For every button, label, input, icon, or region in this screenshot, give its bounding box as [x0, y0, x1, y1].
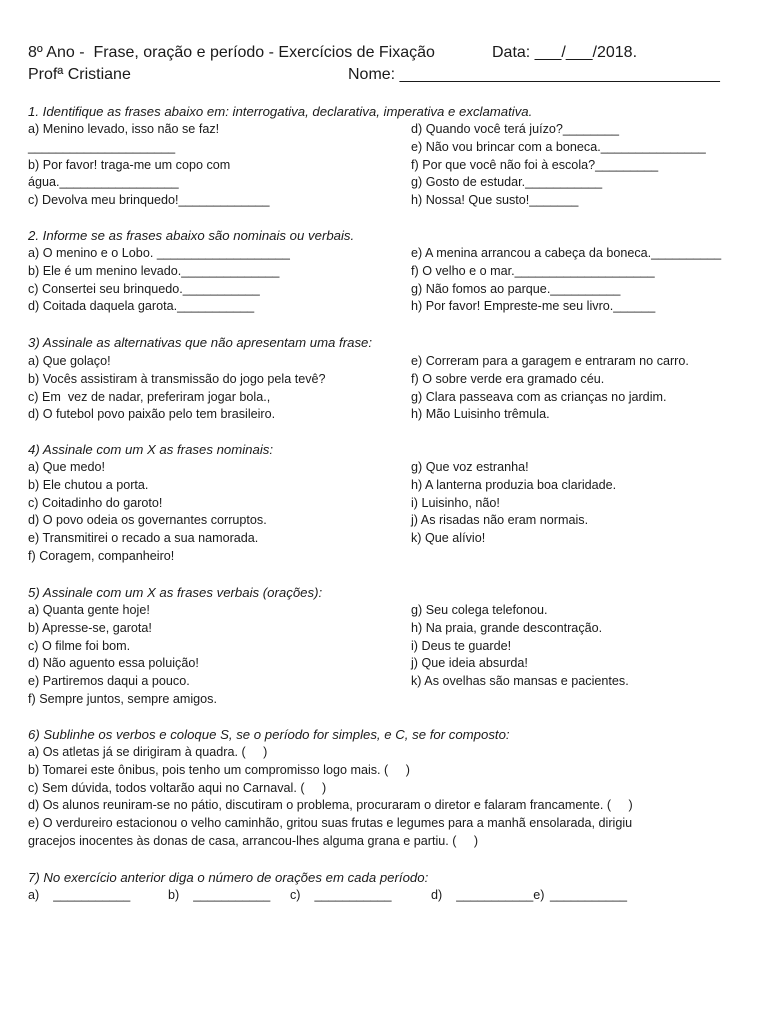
q2-item-c: c) Consertei seu brinquedo.___________ [28, 281, 260, 296]
question-5-right-column [411, 602, 629, 691]
question-7-title: 7) No exercício anterior diga o número de orações em cada período: [28, 870, 429, 885]
question-1-right-column [411, 121, 706, 210]
q6-item-c: c) Sem dúvida, todos voltarão aqui no Carnaval. ( ) [28, 780, 327, 795]
q5-item-a: a) Quanta gente hoje! [28, 603, 150, 617]
q3-item-d: d) O futebol povo paixão pelo tem brasileiro. [28, 407, 276, 422]
q4-item-i: i) Luisinho, não! [411, 495, 500, 510]
q1-item-b: b) Por favor! traga-me um copo com [28, 157, 231, 172]
question-5-left-column [28, 602, 217, 709]
q1-item-h: h) Nossa! Que susto!_______ [411, 193, 579, 208]
question-2-right-column [411, 245, 721, 316]
q4-item-a: a) Que medo! [28, 460, 106, 474]
question-2-left-column [28, 245, 290, 316]
q4-item-e: e) Transmitirei o recado a sua namorada. [28, 531, 259, 546]
q7-answer-b: b) ___________ [168, 888, 271, 902]
q3-item-e: e) Correram para a garagem e entraram no carro. [411, 354, 689, 368]
q3-item-c: c) Em vez de nadar, preferiram jogar bola., [28, 389, 271, 404]
q1-item-c: c) Devolva meu brinquedo!_____________ [28, 193, 270, 208]
q3-item-f: f) O sobre verde era gramado céu. [411, 371, 605, 386]
q4-item-j: j) As risadas não eram normais. [411, 513, 589, 528]
q5-item-h: h) Na praia, grande descontração. [411, 620, 603, 635]
q7-answer-e: ___________ [550, 888, 628, 902]
q4-item-k: k) Que alívio! [411, 531, 486, 546]
q2-item-b: b) Ele é um menino levado.______________ [28, 263, 280, 278]
teacher-name: Profª Cristiane [28, 66, 131, 83]
q3-item-b: b) Vocês assistiram à transmissão do jogo pela tevê? [28, 371, 326, 386]
q2-item-h: h) Por favor! Empreste-me seu livro.______ [411, 299, 656, 314]
worksheet-title: 8º Ano - Frase, oração e período - Exercícios de Fixação [28, 44, 435, 61]
q7-answer-c: c) ___________ [290, 888, 392, 902]
q2-item-a: a) O menino e o Lobo. ___________________ [28, 246, 290, 260]
question-3-right-column [411, 353, 689, 424]
q6-item-d: d) Os alunos reuniram-se no pátio, discutiram o problema, procuraram o diretor e falaram francamente. ( ) [28, 798, 633, 813]
q5-item-g: g) Seu colega telefonou. [411, 603, 548, 617]
question-4-right-column [411, 459, 616, 548]
q6-item-b: b) Tomarei este ônibus, pois tenho um compromisso logo mais. ( ) [28, 762, 410, 777]
question-6-title: 6) Sublinhe os verbos e coloque S, se o período for simples, e C, se for composto: [28, 727, 510, 742]
q4-item-g: g) Que voz estranha! [411, 460, 529, 474]
question-6-items [28, 744, 633, 851]
question-1-title: 1. Identifique as frases abaixo em: interrogativa, declarativa, imperativa e exclamativa. [28, 104, 533, 119]
q3-item-g: g) Clara passeava com as crianças no jardim. [411, 389, 667, 404]
q1-item-f: f) Por que você não foi à escola?_________ [411, 157, 659, 172]
q2-item-f: f) O velho e o mar.____________________ [411, 263, 655, 278]
q4-item-f: f) Coragem, companheiro! [28, 548, 175, 563]
q1-item-e: e) Não vou brincar com a boneca._______________ [411, 139, 706, 154]
q6-item-e-cont: gracejos inocentes às donas de casa, arrancou-lhes alguma grana e partiu. ( ) [28, 833, 479, 848]
q2-item-d: d) Coitada daquela garota.___________ [28, 299, 255, 314]
q5-item-e: e) Partiremos daqui a pouco. [28, 674, 190, 689]
q5-item-d: d) Não aguento essa poluição! [28, 656, 199, 671]
q1-item-g: g) Gosto de estudar.___________ [411, 175, 603, 190]
question-4-title: 4) Assinale com um X as frases nominais: [28, 442, 274, 457]
q6-item-e: e) O verdureiro estacionou o velho caminhão, gritou suas frutas e legumes para a manhã ensolarada, dirigiu [28, 816, 633, 831]
question-3-title: 3) Assinale as alternativas que não apresentam uma frase: [28, 335, 373, 350]
q3-item-a: a) Que golaço! [28, 354, 111, 368]
question-2-title: 2. Informe se as frases abaixo são nominais ou verbais. [28, 228, 355, 243]
q4-item-c: c) Coitadinho do garoto! [28, 495, 163, 510]
question-5-title: 5) Assinale com um X as frases verbais (orações): [28, 585, 323, 600]
q2-item-g: g) Não fomos ao parque.__________ [411, 281, 621, 296]
q5-item-f: f) Sempre juntos, sempre amigos. [28, 691, 217, 706]
q1-item-b-cont: água._________________ [28, 175, 179, 190]
q6-item-a: a) Os atletas já se dirigiram à quadra. ( ) [28, 745, 268, 759]
q5-item-i: i) Deus te guarde! [411, 638, 512, 653]
q5-item-b: b) Apresse-se, garota! [28, 620, 152, 635]
q1-item-a-blank: _____________________ [28, 139, 176, 154]
question-1-left-column [28, 121, 270, 210]
q4-item-h: h) A lanterna produzia boa claridade. [411, 477, 617, 492]
q3-item-h: h) Mão Luisinho trêmula. [411, 407, 550, 422]
q1-item-a: a) Menino levado, isso não se faz! [28, 122, 220, 136]
q5-item-c: c) O filme foi bom. [28, 638, 131, 653]
q5-item-k: k) As ovelhas são mansas e pacientes. [411, 674, 629, 689]
q5-item-j: j) Que ideia absurda! [411, 656, 528, 671]
q4-item-d: d) O povo odeia os governantes corruptos. [28, 513, 267, 528]
q1-item-d: d) Quando você terá juízo?________ [411, 122, 619, 136]
question-4-left-column [28, 459, 267, 566]
q7-answer-a: a) ___________ [28, 888, 131, 902]
question-3-left-column [28, 353, 326, 424]
date-field: Data: ___/___/2018. [492, 44, 638, 61]
q4-item-b: b) Ele chutou a porta. [28, 477, 149, 492]
student-name-field: Nome: ____________________________________ [348, 66, 720, 83]
q7-answer-d: d) ___________e) [431, 888, 545, 902]
q2-item-e: e) A menina arrancou a cabeça da boneca.__________ [411, 246, 722, 260]
